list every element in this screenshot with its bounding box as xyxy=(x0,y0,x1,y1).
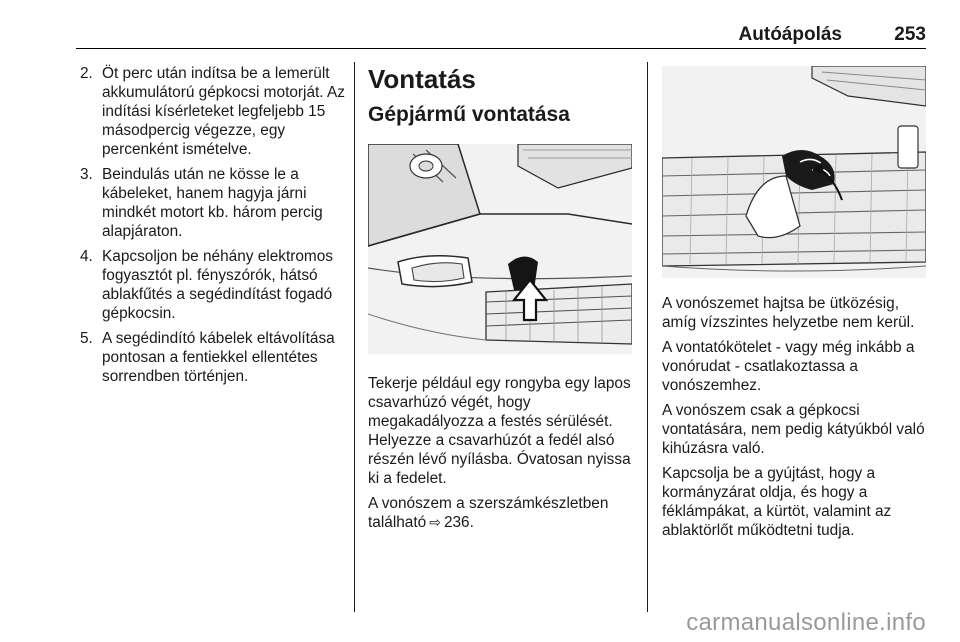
left-column xyxy=(80,64,346,392)
right-text xyxy=(662,294,930,540)
car-front-cover-illustration xyxy=(368,144,632,354)
page-reference-arrow-icon: ⇨ xyxy=(429,514,441,530)
instruction-paragraph: A vonószemet hajtsa be ütközésig, amíg vízszintes helyzetbe nem kerül. xyxy=(662,295,915,331)
instruction-paragraph: A vonószem csak a gépkocsi vontatására, nem pedig kátyúkból való kihúzásra való. xyxy=(662,402,925,457)
step-text: Kapcsoljon be néhány elektromos fogyasztót pl. fényszórók, hátsó ablakfűtés a segédindítást fogadó gépkocsin. xyxy=(102,248,334,322)
step-number: 4. xyxy=(80,248,93,265)
step-item xyxy=(80,64,346,159)
reference-paragraph xyxy=(368,494,636,532)
section-title: Autóápolás xyxy=(738,24,842,45)
middle-column xyxy=(368,64,636,538)
column-divider-right xyxy=(647,62,648,612)
page-number: 253 xyxy=(894,24,926,45)
instruction-paragraph: A vontatókötelet - vagy még inkább a vonórudat - csatlakoztassa a vonószemhez. xyxy=(662,339,915,394)
step-number: 5. xyxy=(80,330,93,347)
step-number: 3. xyxy=(80,166,93,183)
step-item xyxy=(80,247,346,323)
step-text: Beindulás után ne kösse le a kábeleket, hanem hagyja járni mindkét motort kb. három percig alapjáraton. xyxy=(102,166,323,240)
step-text: Öt perc után indítsa be a lemerült akkumulátorú gépkocsi motorját. Az indítási kísérleteket legfeljebb 15 másodpercig végezze, egy percenként ismételve. xyxy=(102,65,345,158)
step-number: 2. xyxy=(80,65,93,82)
sub-heading: Gépjármű vontatása xyxy=(368,103,570,126)
main-heading: Vontatás xyxy=(368,64,476,94)
step-text: A segédindító kábelek eltávolítása pontosan a fentiekkel ellentétes sorrendben történjen. xyxy=(102,330,335,385)
step-item xyxy=(80,329,346,386)
column-divider-left xyxy=(354,62,355,612)
reference-text: A vonószem a szerszámkészletben található xyxy=(368,495,609,531)
reference-page[interactable]: 236. xyxy=(443,514,474,531)
step-item xyxy=(80,165,346,241)
middle-text xyxy=(368,374,636,532)
steps-list xyxy=(80,64,346,386)
watermark: carmanualsonline.info xyxy=(686,609,926,636)
instruction-paragraph: Kapcsolja be a gyújtást, hogy a kormányzárat oldja, és hogy a féklámpákat, a kürtöt, valamint az ablaktörlőt működtetni tudja. xyxy=(662,465,892,539)
page-header xyxy=(76,0,926,49)
instruction-paragraph: Tekerje például egy rongyba egy lapos csavarhúzó végét, hogy megakadályozza a festés sérülését. Helyezze a csavarhúzót a fedél alsó részén lévő nyílásba. Óvatosan nyissa ki a fedelet. xyxy=(368,375,631,487)
towing-eye-installation-illustration xyxy=(662,66,926,278)
right-column xyxy=(662,64,930,546)
